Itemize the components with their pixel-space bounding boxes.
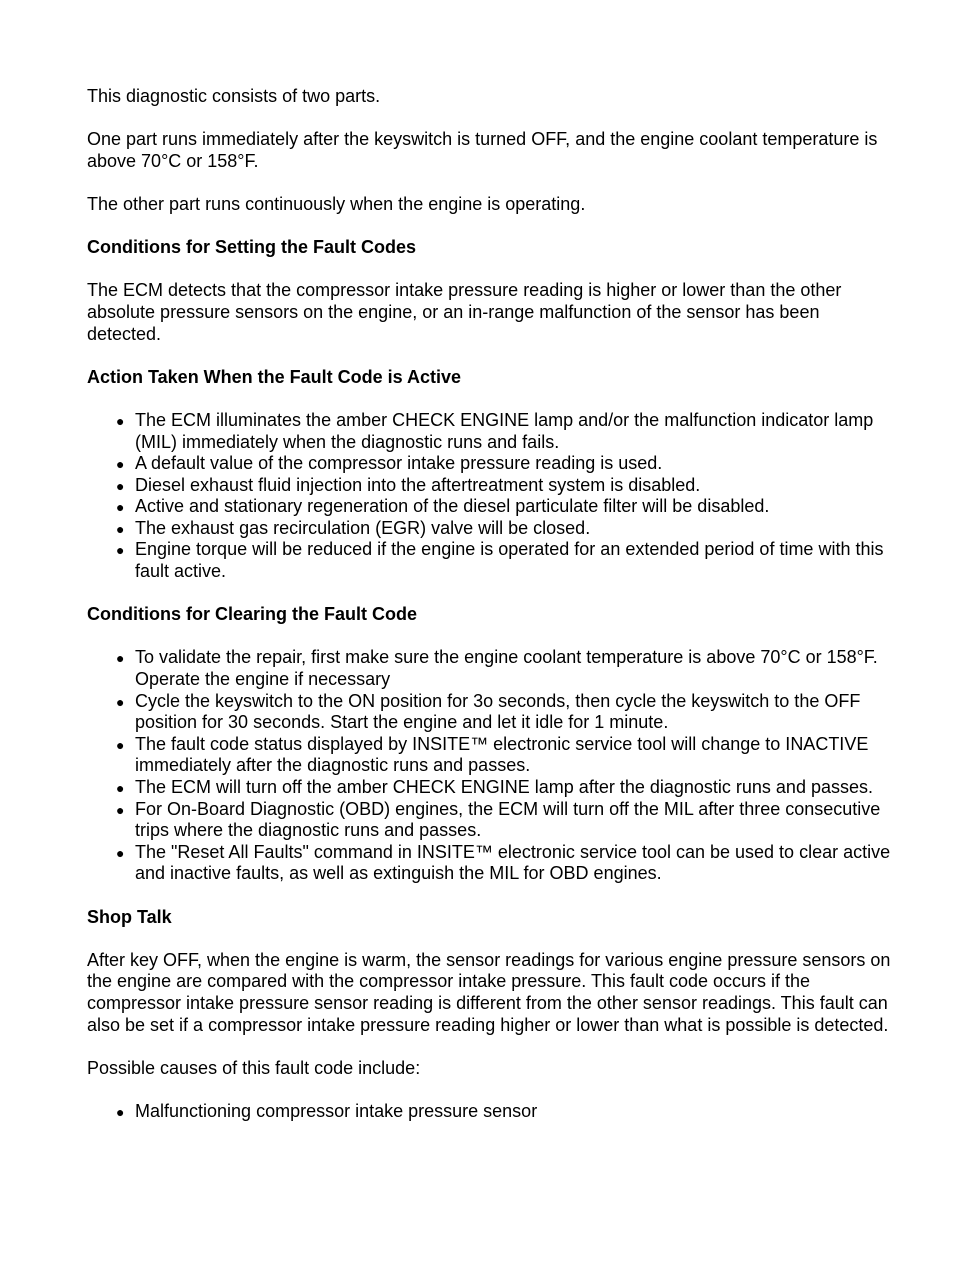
bullet-icon: ● [116, 542, 125, 559]
list-item-text: Active and stationary regeneration of the diesel particulate filter will be disabled. [135, 496, 770, 517]
clearing-heading: Conditions for Clearing the Fault Code [87, 604, 417, 625]
list-item-text: The exhaust gas recirculation (EGR) valve will be closed. [135, 517, 591, 538]
setting-heading: Conditions for Setting the Fault Codes [87, 237, 416, 258]
action-heading: Action Taken When the Fault Code is Active [87, 366, 462, 387]
list-item-text: The ECM will turn off the amber CHECK ENGINE lamp after the diagnostic runs and passes. [135, 777, 873, 797]
bullet-icon: ● [116, 499, 125, 516]
causes-list [87, 1101, 897, 1123]
list-item-text: A default value of the compressor intake pressure reading is used. [135, 453, 663, 474]
list-item [116, 690, 897, 734]
list-item [116, 539, 897, 582]
bullet-icon: ● [116, 780, 125, 796]
bullet-icon: ● [116, 650, 125, 667]
list-item-text: Engine torque will be reduced if the engine is operated for an extended period of time with this fault active. [135, 539, 884, 582]
bullet-icon: ● [116, 844, 125, 861]
list-item-text: For On-Board Diagnostic (OBD) engines, the ECM will turn off the MIL after three consecutive trips where the diagnostic runs and passes. [135, 798, 881, 841]
list-item [116, 453, 897, 475]
list-item-text: The fault code status displayed by INSITE™ electronic service tool will change to INACTIVE immediately after the diagnostic runs and passes. [135, 733, 869, 776]
bullet-icon: ● [116, 456, 125, 473]
bullet-icon: ● [116, 412, 125, 429]
list-item-text: To validate the repair, first make sure the engine coolant temperature is above 70°C or 158°F. Operate the engine if necessary [135, 647, 878, 690]
list-item [116, 474, 897, 497]
clearing-list [87, 647, 897, 885]
list-item [116, 517, 897, 540]
list-item [116, 798, 897, 842]
bullet-icon: ● [116, 693, 125, 710]
bullet-icon: ● [116, 520, 125, 537]
shoptalk-heading: Shop Talk [87, 906, 172, 927]
shoptalk-paragraph: After key OFF, when the engine is warm, the sensor readings for various engine pressure sensors on the engine are compared with the compressor intake pressure. This fault code occurs if the compressor intake pressure sensor reading is different from the other sensor readings. This fault can also be set if a compressor intake pressure reading higher or lower than what is possible is detected. [87, 949, 891, 1035]
bullet-icon: ● [116, 477, 125, 494]
list-item [116, 841, 897, 885]
intro-paragraph-3: The other part runs continuously when the engine is operating. [87, 193, 586, 214]
list-item-text: Cycle the keyswitch to the ON position for 3o seconds, then cycle the keyswitch to the OFF position for 30 seconds. Start the engine and let it idle for 1 minute. [135, 690, 861, 733]
document-page [87, 86, 897, 1144]
list-item-text: The ECM illuminates the amber CHECK ENGINE lamp and/or the malfunction indicator lamp (MIL) immediately when the diagnostic runs and fails. [135, 409, 874, 452]
list-item [116, 647, 897, 690]
setting-paragraph: The ECM detects that the compressor intake pressure reading is higher or lower than the other absolute pressure sensors on the engine, or an in-range malfunction of the sensor has been detected. [87, 280, 842, 344]
intro-paragraph-1: This diagnostic consists of two parts. [87, 86, 381, 106]
intro-paragraph-2: One part runs immediately after the keyswitch is turned OFF, and the engine coolant temperature is above 70°C or 158°F. [87, 129, 878, 171]
bullet-icon: ● [116, 801, 125, 818]
list-item [116, 777, 897, 799]
list-item [116, 496, 897, 518]
list-item-text: The "Reset All Faults" command in INSITE™ electronic service tool can be used to clear active and inactive faults, as well as extinguish the MIL for OBD engines. [135, 841, 891, 884]
list-item-text: Malfunctioning compressor intake pressure sensor [135, 1100, 538, 1121]
bullet-icon: ● [116, 736, 125, 753]
action-list [87, 410, 897, 583]
list-item [116, 1100, 897, 1123]
list-item-text: Diesel exhaust fluid injection into the aftertreatment system is disabled. [135, 474, 701, 495]
causes-intro: Possible causes of this fault code include: [87, 1057, 421, 1078]
bullet-icon: ● [116, 1103, 125, 1120]
list-item [116, 733, 897, 777]
list-item [116, 409, 897, 453]
